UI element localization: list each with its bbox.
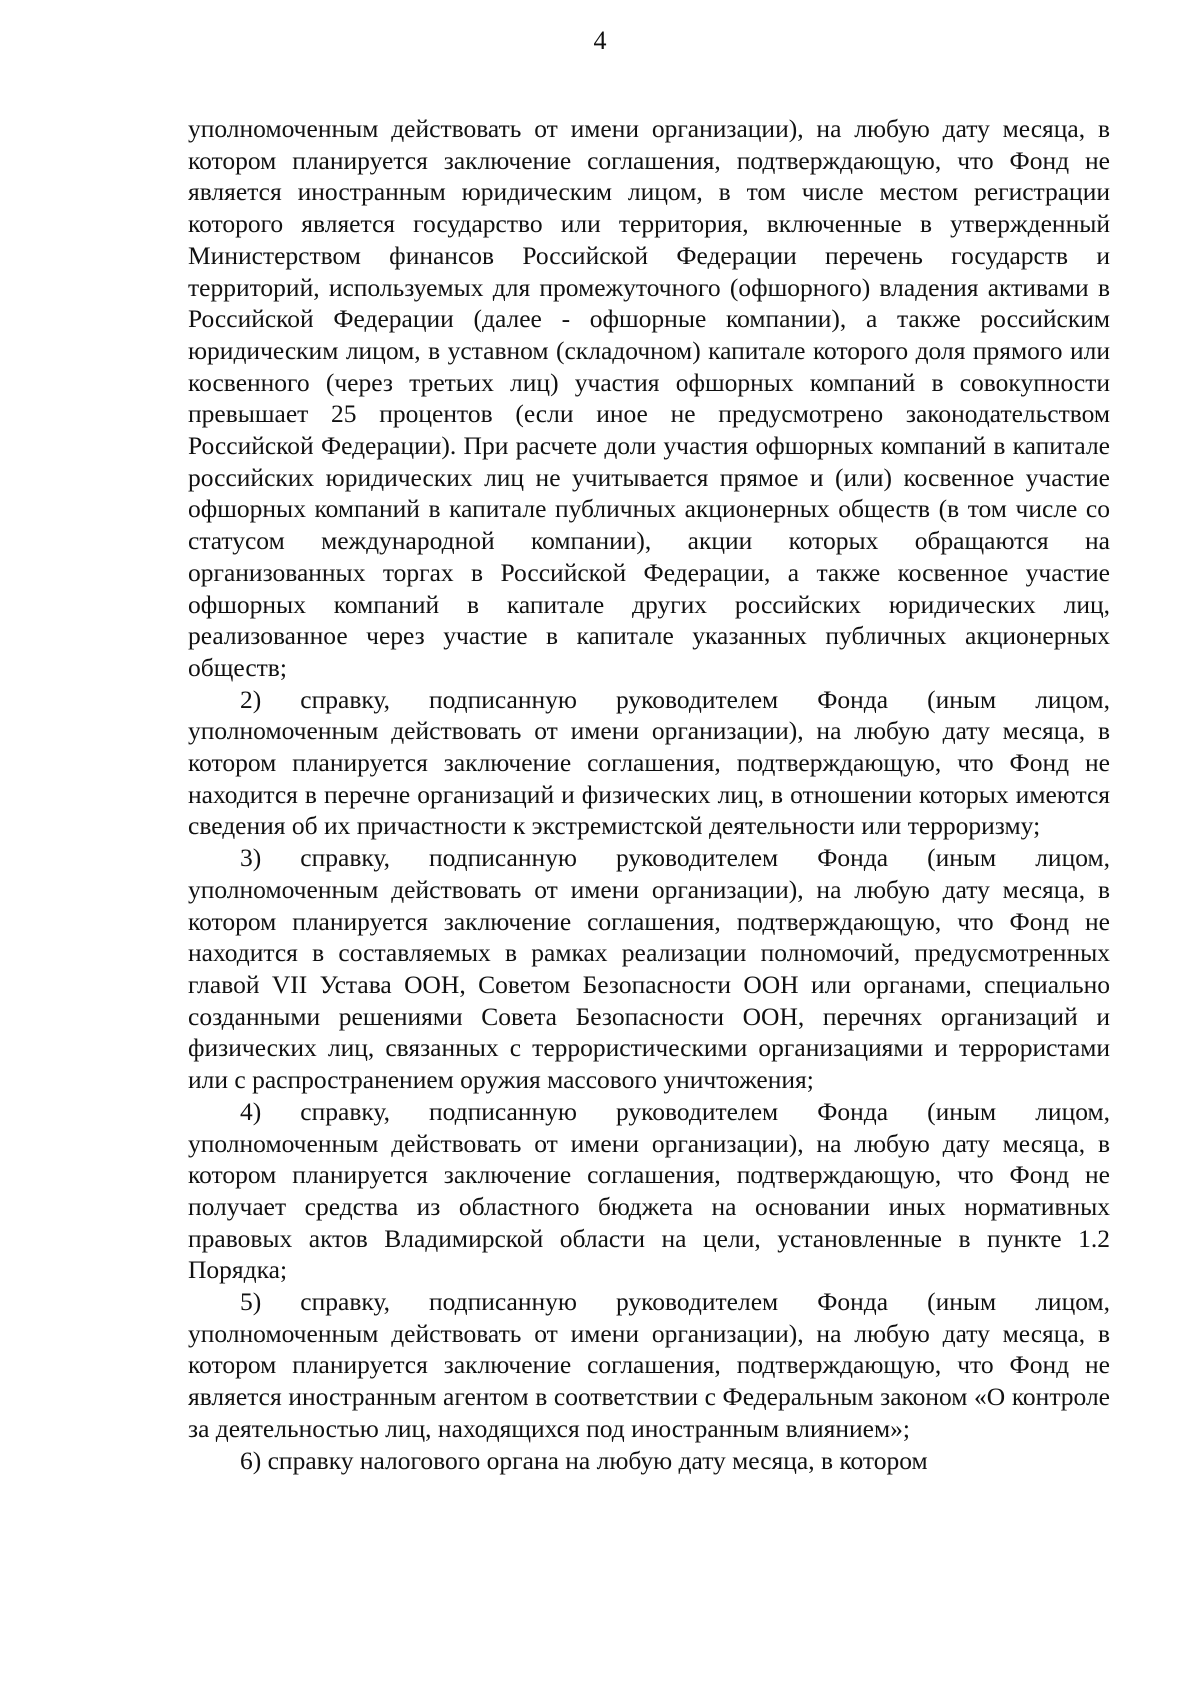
paragraph-continuation: уполномоченным действовать от имени организации), на любую дату месяца, в котором планируется заключение соглашения, подтверждающую, что Фонд не является иностранным юридическим лицом, в том числе местом регистрации которого является государство или территория, включенные в утвержденный Министерством финансов Российской Федерации перечень государств и территорий, используемых для промежуточного (офшорного) владения активами в Российской Федерации (далее - офшорные компании), а также российским юридическим лицом, в уставном (складочном) капитале которого доля прямого или косвенного (через третьих лиц) участия офшорных компаний в совокупности превышает 25 процентов (если иное не предусмотрено законодательством Российской Федерации). При расчете доли участия офшорных компаний в капитале российских юридических лиц не учитывается прямое и (или) косвенное участие офшорных компаний в капитале публичных акционерных обществ (в том числе со статусом международной компании), акции которых обращаются на организованных торгах в Российской Федерации, а также косвенное участие офшорных компаний в капитале других российских юридических лиц, реализованное через участие в капитале указанных публичных акционерных обществ; — [188, 114, 1110, 682]
page-number: 4 — [593, 26, 607, 55]
paragraph-item-4: 4) справку, подписанную руководителем Фонда (иным лицом, уполномоченным действовать от имени организации), на любую дату месяца, в котором планируется заключение соглашения, подтверждающую, что Фонд не получает средства из областного бюджета на основании иных нормативных правовых актов Владимирской области на цели, установленные в пункте 1.2 Порядка; — [188, 1096, 1110, 1285]
paragraph-item-3: 3) справку, подписанную руководителем Фонда (иным лицом, уполномоченным действовать от имени организации), на любую дату месяца, в котором планируется заключение соглашения, подтверждающую, что Фонд не находится в составляемых в рамках реализации полномочий, предусмотренных главой VII Устава ООН, Советом Безопасности ООН или органами, специально созданными решениями Совета Безопасности ООН, перечнях организаций и физических лиц, связанных с террористическими организациями и террористами или с распространением оружия массового уничтожения; — [188, 843, 1110, 1095]
paragraph-item-6: 6) справку налогового органа на любую дату месяца, в котором — [240, 1445, 928, 1475]
paragraph-item-5: 5) справку, подписанную руководителем Фонда (иным лицом, уполномоченным действовать от имени организации), на любую дату месяца, в котором планируется заключение соглашения, подтверждающую, что Фонд не является иностранным агентом в соответствии с Федеральным законом «О контроле за деятельностью лиц, находящихся под иностранным влиянием»; — [188, 1287, 1110, 1443]
document-body — [188, 113, 1110, 1476]
paragraph-item-2: 2) справку, подписанную руководителем Фонда (иным лицом, уполномоченным действовать от имени организации), на любую дату месяца, в котором планируется заключение соглашения, подтверждающую, что Фонд не находится в перечне организаций и физических лиц, в отношении которых имеются сведения об их причастности к экстремистской деятельности или терроризму; — [188, 684, 1110, 841]
